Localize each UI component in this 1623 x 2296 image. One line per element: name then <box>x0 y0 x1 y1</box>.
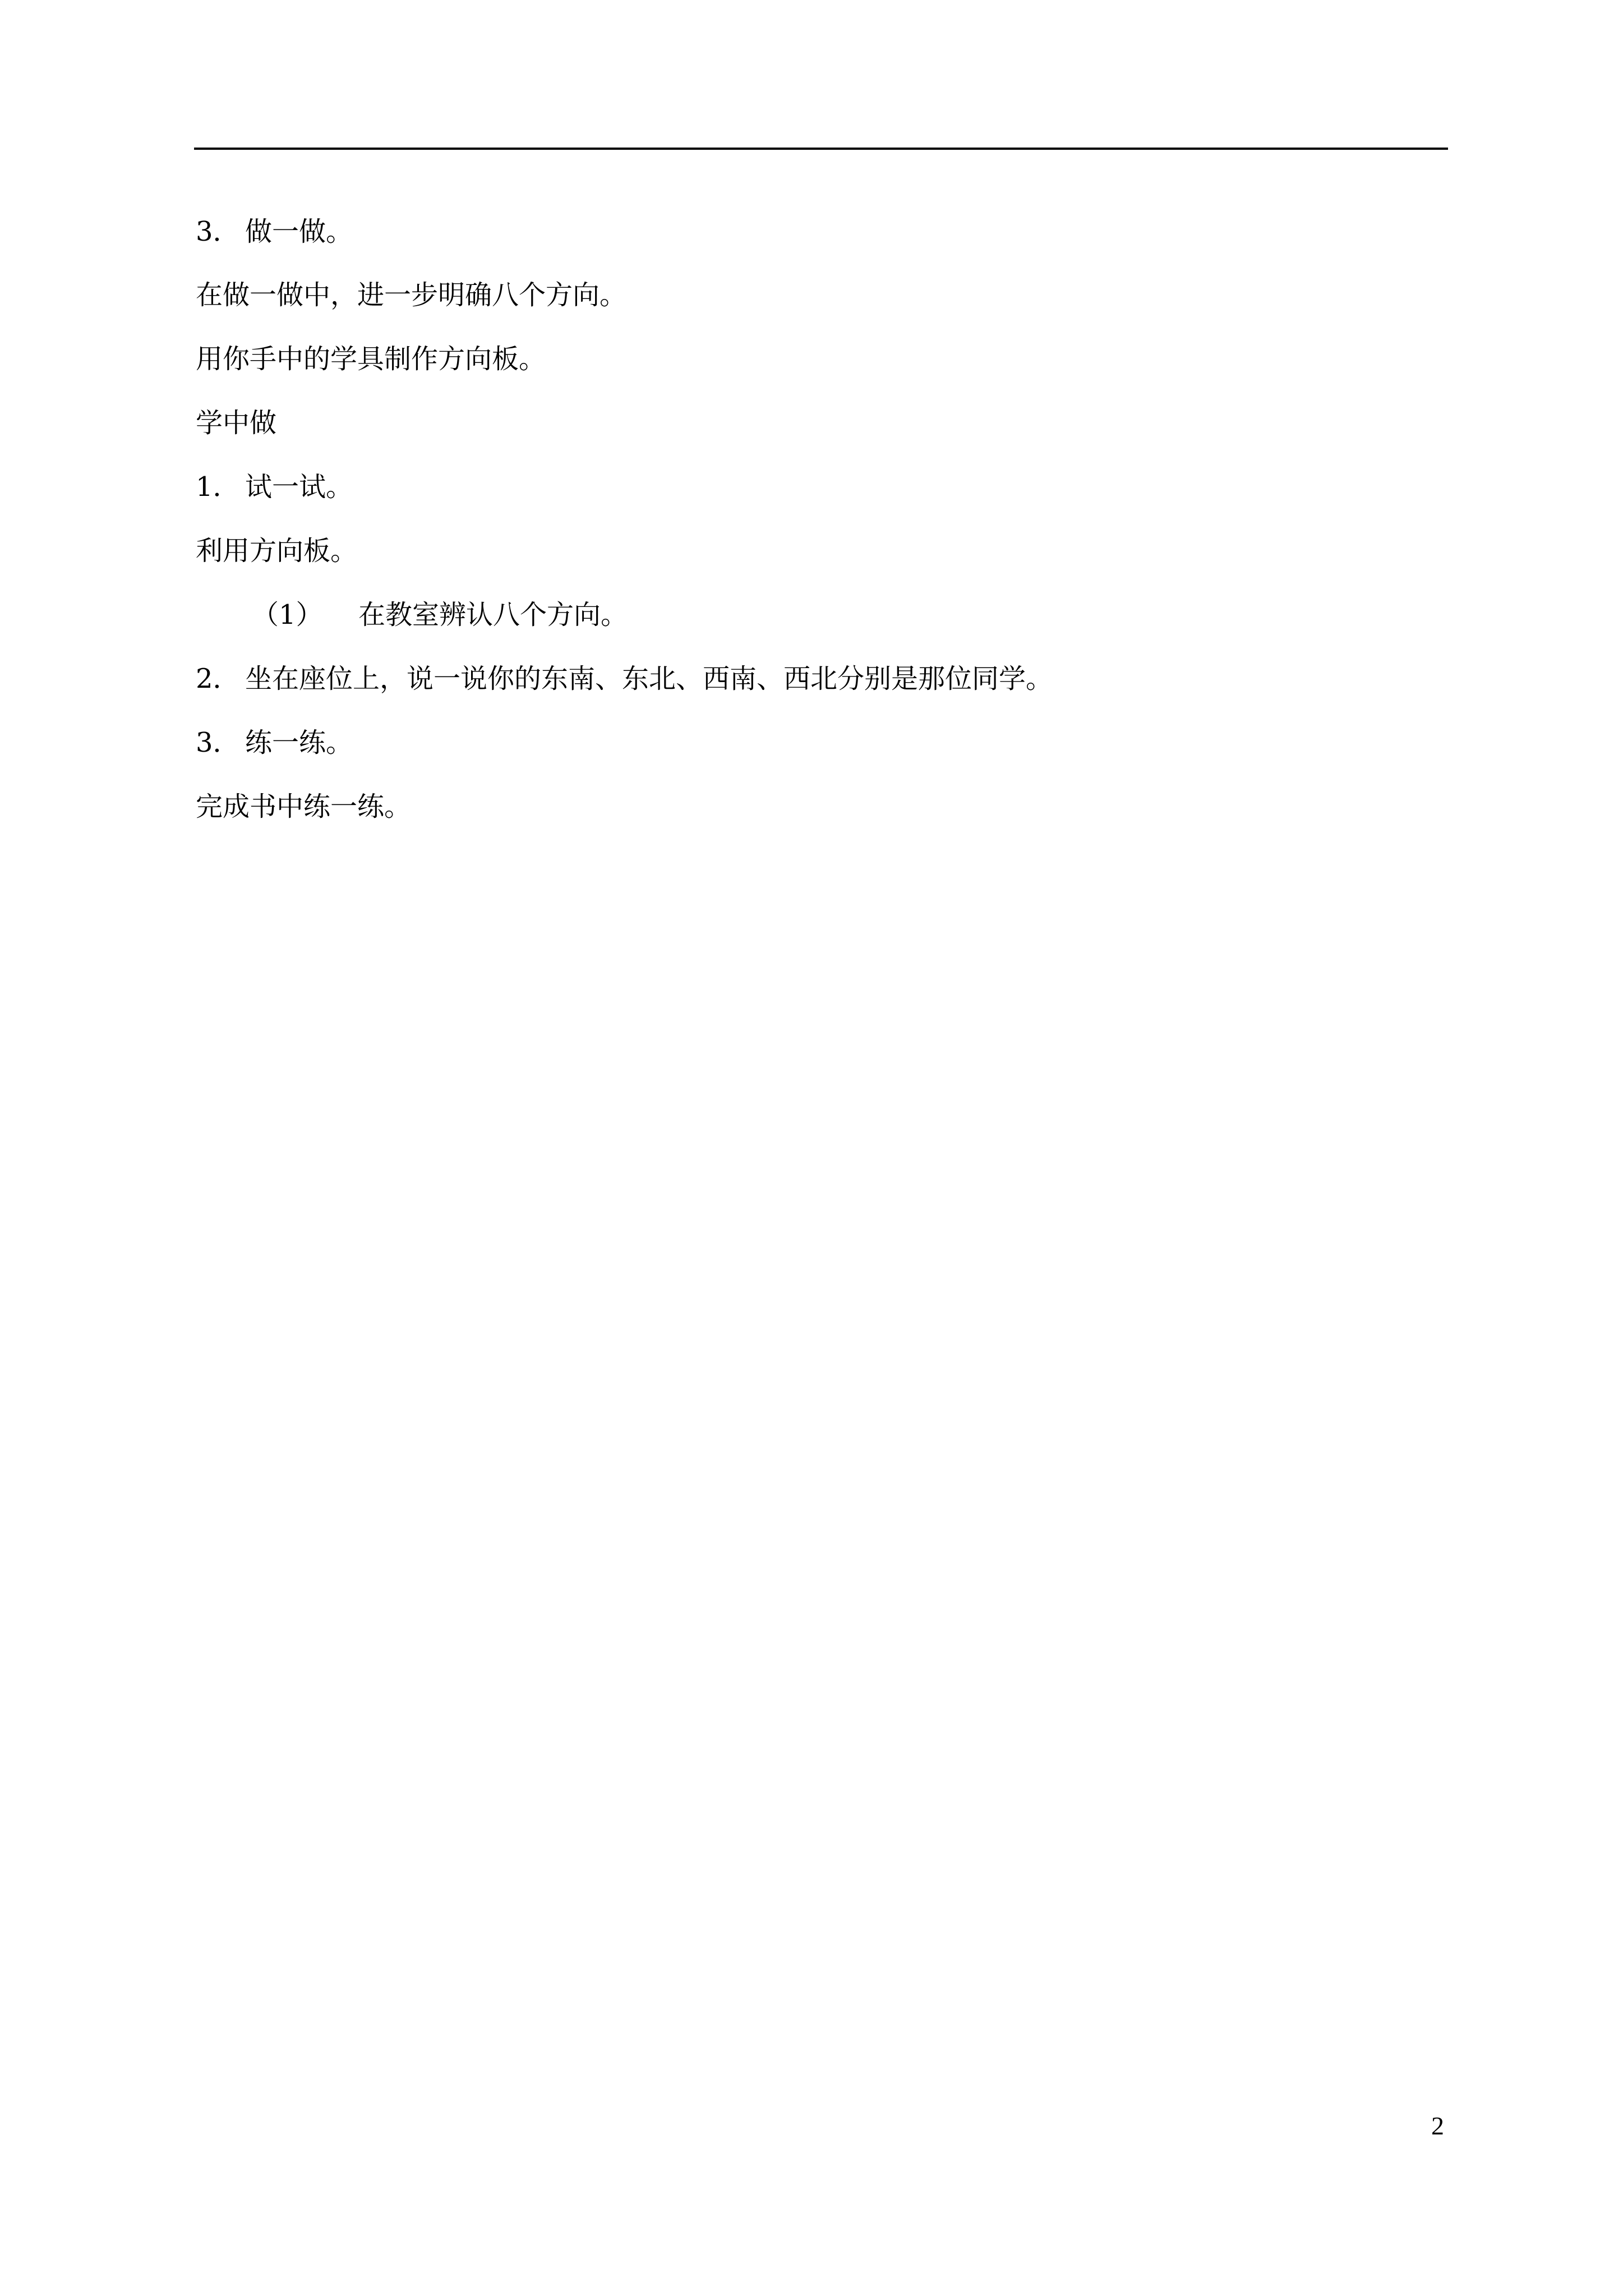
sub-list-item-identify-directions <box>252 598 628 632</box>
list-number: 3． <box>196 216 240 247</box>
page-number: 2 <box>1431 2111 1444 2140</box>
paragraph-use-direction-board: 利用方向板。 <box>196 535 358 567</box>
sub-list-number: （1） <box>252 599 323 631</box>
paragraph-clarify-directions: 在做一做中，进一步明确八个方向。 <box>196 279 627 311</box>
list-number: 3． <box>196 727 240 758</box>
sub-list-text: 在教室辨认八个方向。 <box>358 599 628 631</box>
paragraph-make-direction-board: 用你手中的学具制作方向板。 <box>196 343 546 375</box>
list-item-do-it <box>196 215 353 249</box>
list-item-try-it <box>196 470 353 504</box>
list-text: 试一试。 <box>245 471 353 503</box>
header-rule <box>194 148 1448 150</box>
section-heading-learn-do: 学中做 <box>196 407 277 439</box>
paragraph-finish-exercises: 完成书中练一练。 <box>196 791 412 822</box>
list-text: 做一做。 <box>245 216 353 247</box>
list-text: 坐在座位上，说一说你的东南、东北、西南、西北分别是那位同学。 <box>245 663 1053 694</box>
list-item-seat-classmates <box>196 662 1053 696</box>
list-number: 1． <box>196 471 240 503</box>
list-text: 练一练。 <box>245 727 353 758</box>
list-item-practice <box>196 726 353 760</box>
list-number: 2． <box>196 663 240 694</box>
